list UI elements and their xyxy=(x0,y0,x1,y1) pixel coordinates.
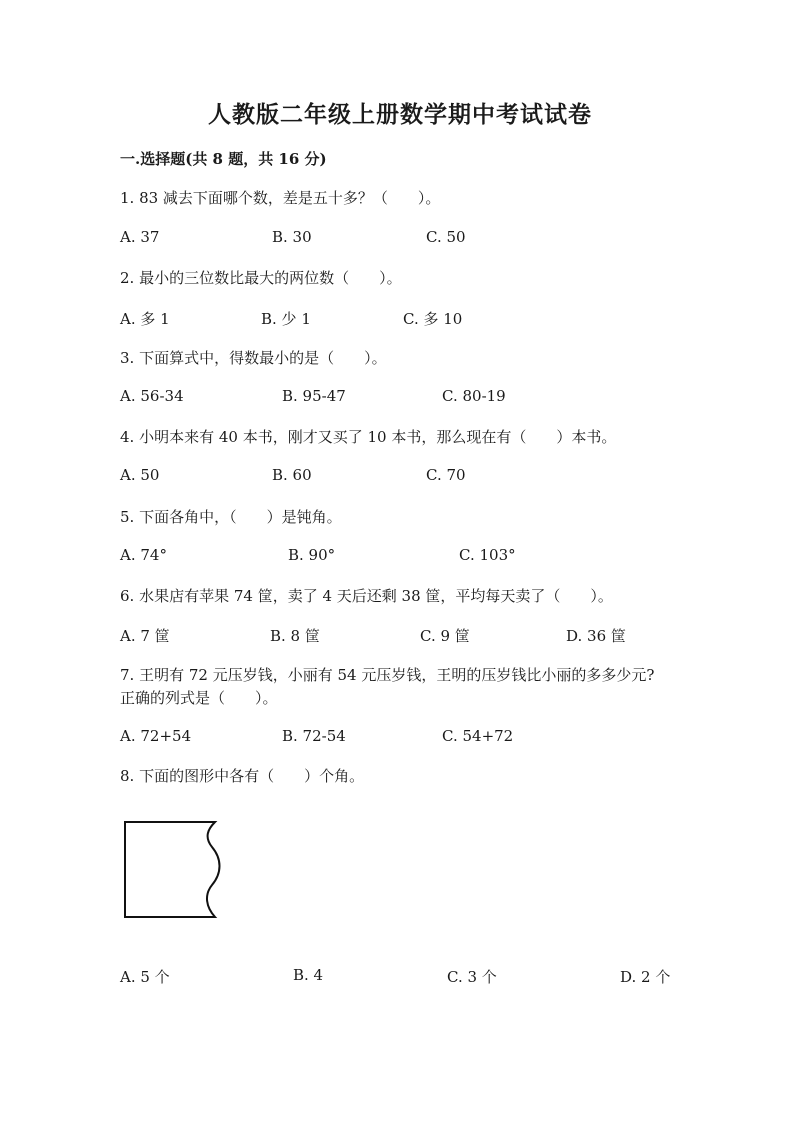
option-c: C. 54+72 xyxy=(442,727,514,745)
option-b: B. 90° xyxy=(288,546,336,564)
question-7-line-2: 正确的列式是（ ）。 xyxy=(120,689,278,707)
option-a: A. 72+54 xyxy=(120,727,192,745)
question-4-options xyxy=(120,466,720,488)
question-7-line-1: 7. 王明有 72 元压岁钱，小丽有 54 元压岁钱，王明的压岁钱比小丽的多多少元? xyxy=(120,666,655,684)
option-b: B. 60 xyxy=(272,466,312,484)
option-a: A. 50 xyxy=(120,466,160,484)
option-d: D. 2 个 xyxy=(620,968,671,986)
question-5-options xyxy=(120,546,720,568)
option-b: B. 4 xyxy=(293,966,324,984)
question-4: 4. 小明本来有 40 本书，刚才又买了 10 本书，那么现在有（ ）本书。 xyxy=(120,428,617,446)
question-1: 1. 83 减去下面哪个数，差是五十多？（ ）。 xyxy=(120,189,441,207)
question-3: 3. 下面算式中，得数最小的是（ ）。 xyxy=(120,349,387,367)
question-2: 2. 最小的三位数比最大的两位数（ ）。 xyxy=(120,269,402,287)
question-8: 8. 下面的图形中各有（ ）个角。 xyxy=(120,767,365,785)
option-c: C. 80-19 xyxy=(442,387,506,405)
question-8-options xyxy=(120,966,720,988)
option-b: B. 95-47 xyxy=(282,387,346,405)
question-5: 5. 下面各角中，（ ）是钝角。 xyxy=(120,508,342,526)
option-c: C. 多 10 xyxy=(403,310,463,328)
question-7-options xyxy=(120,727,720,749)
option-a: A. 7 筐 xyxy=(120,627,170,645)
question-6-options xyxy=(120,625,720,647)
question-2-options xyxy=(120,308,720,330)
question-3-options xyxy=(120,387,720,409)
option-b: B. 30 xyxy=(272,228,312,246)
question-1-options xyxy=(120,228,720,250)
option-a: A. 74° xyxy=(120,546,167,564)
option-c: C. 9 筐 xyxy=(420,627,470,645)
option-a: A. 5 个 xyxy=(120,968,170,986)
option-c: C. 3 个 xyxy=(447,968,497,986)
option-c: C. 50 xyxy=(426,228,466,246)
option-b: B. 少 1 xyxy=(261,310,311,328)
exam-title: 人教版二年级上册数学期中考试试卷 xyxy=(208,101,592,128)
option-c: C. 70 xyxy=(426,466,466,484)
option-a: A. 37 xyxy=(120,228,160,246)
option-b: B. 8 筐 xyxy=(270,627,320,645)
wavy-edge-square-shape xyxy=(125,822,220,917)
question-6: 6. 水果店有苹果 74 筐，卖了 4 天后还剩 38 筐，平均每天卖了（ ）。 xyxy=(120,587,613,605)
option-a: A. 56-34 xyxy=(120,387,184,405)
option-c: C. 103° xyxy=(459,546,516,564)
option-a: A. 多 1 xyxy=(120,310,170,328)
option-d: D. 36 筐 xyxy=(566,627,626,645)
angle-shape-figure xyxy=(118,815,228,925)
section-heading: 一.选择题(共 8 题，共 16 分) xyxy=(120,150,327,168)
option-b: B. 72-54 xyxy=(282,727,346,745)
